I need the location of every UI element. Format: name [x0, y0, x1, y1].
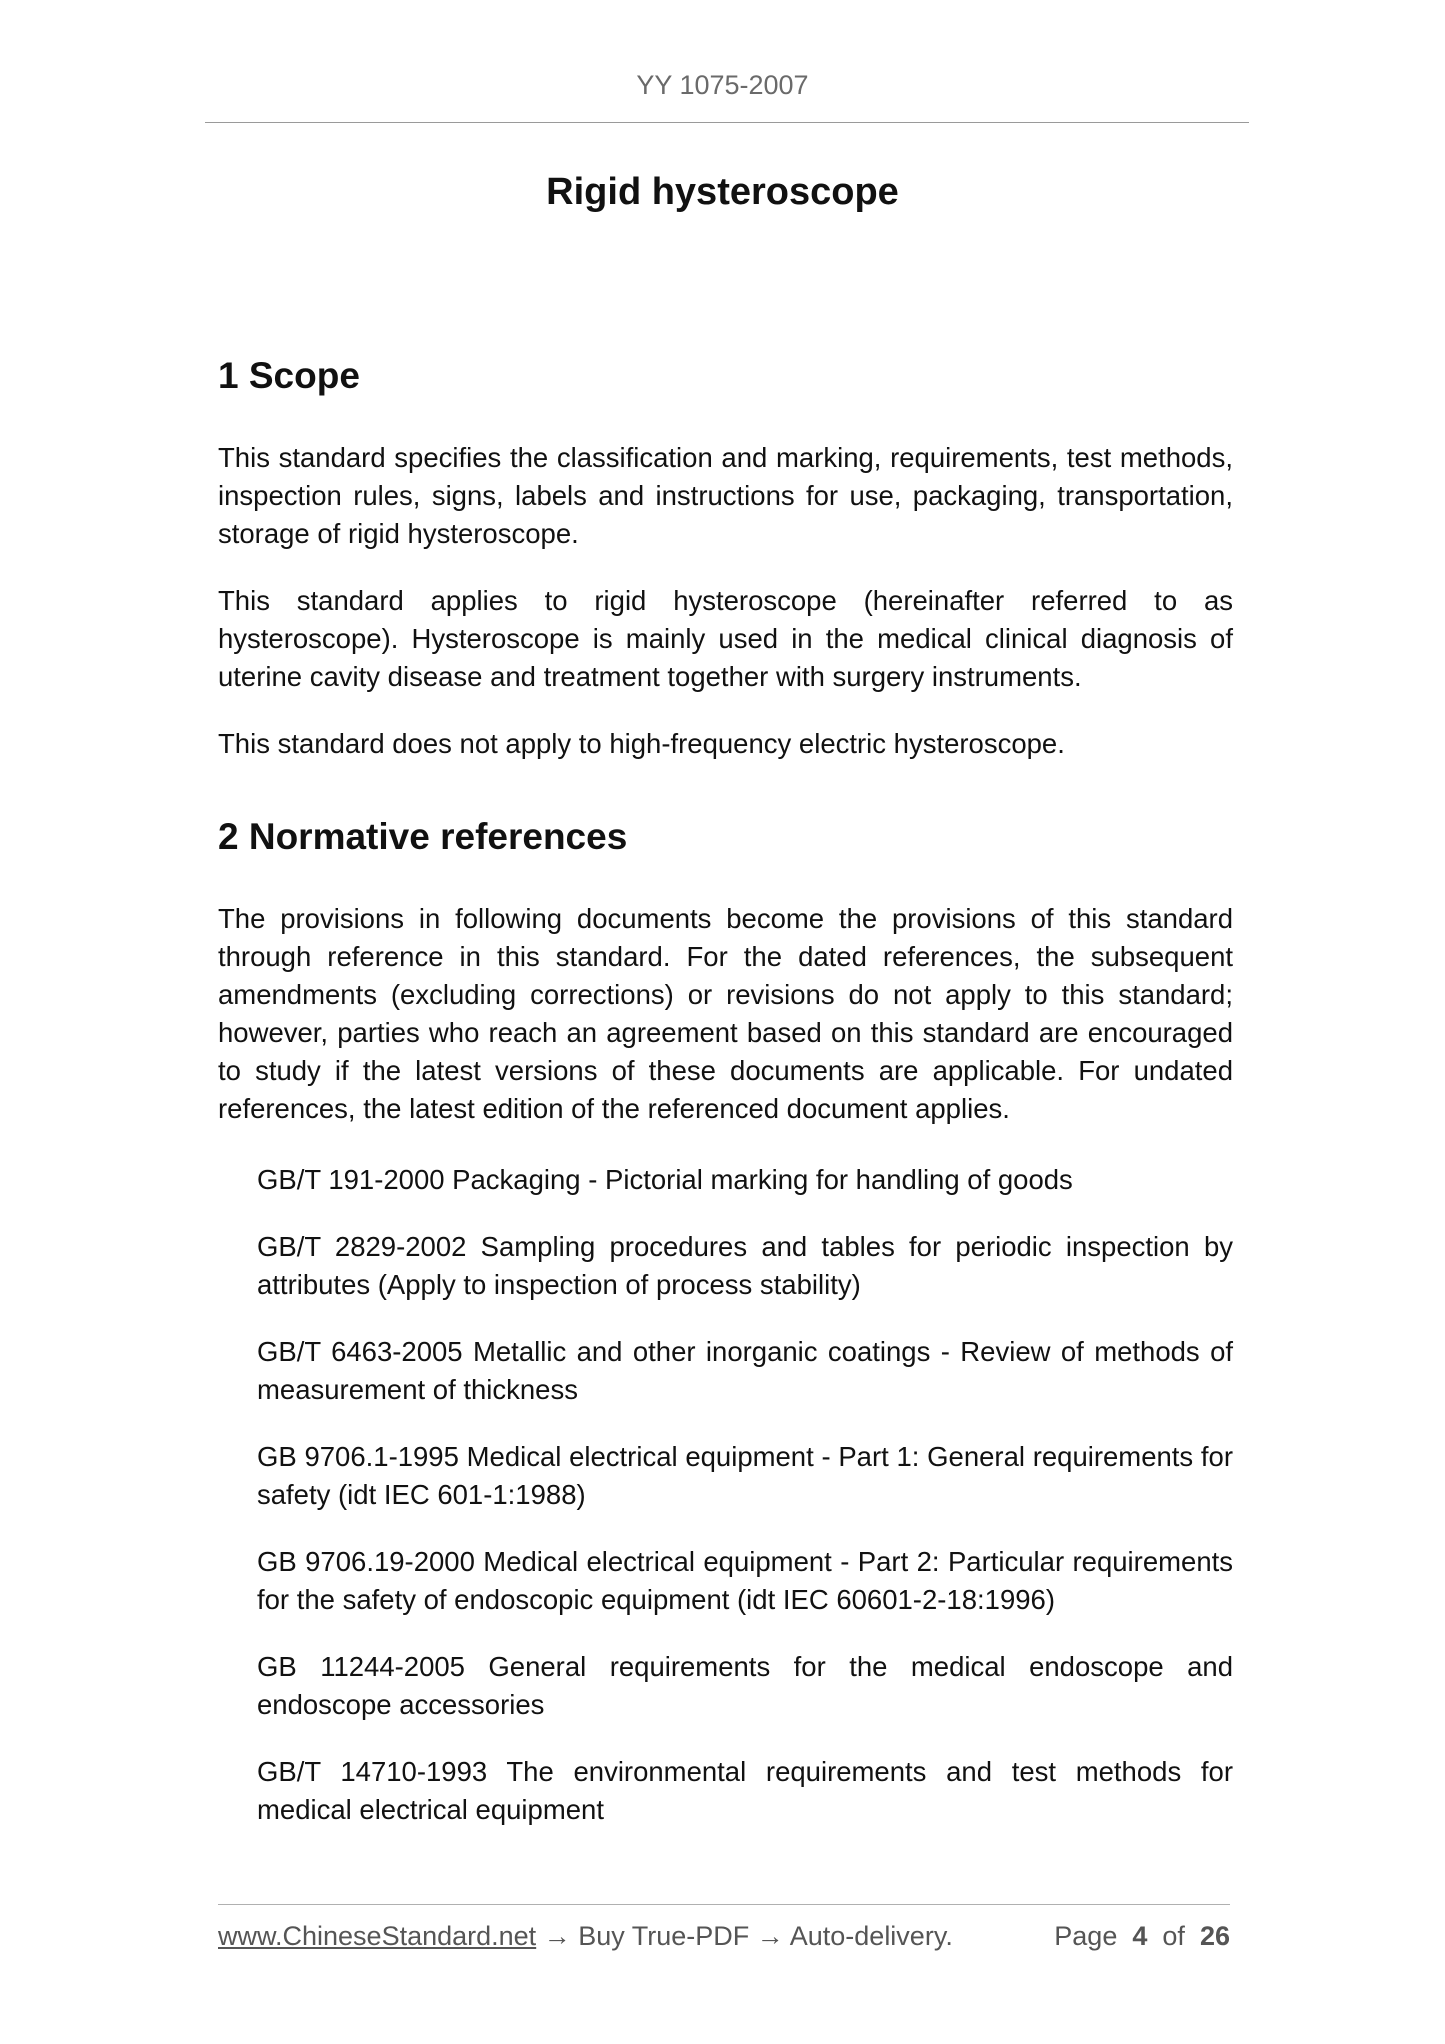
reference-list — [257, 1161, 1233, 1829]
reference-item: GB/T 191-2000 Packaging - Pictorial marking for handling of goods — [257, 1164, 1073, 1195]
scope-paragraph: This standard specifies the classification and marking, requirements, test methods, inspection rules, signs, labels and instructions for use, packaging, transportation, storage of rigid hysteroscope. — [218, 442, 1233, 549]
reference-item: GB/T 2829-2002 Sampling procedures and tables for periodic inspection by attributes (Apply to inspection of process stability) — [257, 1231, 1233, 1300]
reference-item: GB/T 14710-1993 The environmental requirements and test methods for medical electrical equipment — [257, 1756, 1233, 1825]
reference-item: GB 11244-2005 General requirements for the medical endoscope and endoscope accessories — [257, 1651, 1233, 1720]
page-total: 26 — [1199, 1921, 1230, 1951]
scope-paragraph: This standard does not apply to high-frequency electric hysteroscope. — [218, 728, 1065, 759]
section-scope — [218, 352, 1233, 763]
references-intro: The provisions in following documents become the provisions of this standard through reference in this standard. For the dated references, the subsequent amendments (excluding corrections) or revisions do not apply to this standard; however, parties who reach an agreement based on this standard are encouraged to study if the latest versions of these documents are applicable. For undated references, the latest edition of the referenced document applies. — [218, 903, 1233, 1124]
page-label: Page — [1054, 1921, 1118, 1951]
footer-divider — [218, 1904, 1230, 1905]
section-heading-normative-references: 2 Normative references — [218, 816, 628, 857]
document-title: Rigid hysteroscope — [546, 171, 899, 213]
reference-item: GB 9706.1-1995 Medical electrical equipment - Part 1: General requirements for safety (idt IEC 601-1:1988) — [257, 1441, 1233, 1510]
reference-item: GB/T 6463-2005 Metallic and other inorganic coatings - Review of methods of measurement of thickness — [257, 1336, 1233, 1405]
footer-website-link[interactable]: www.ChineseStandard.net — [218, 1921, 537, 1951]
footer-promo-text: → Buy True-PDF → Auto-delivery. — [536, 1921, 953, 1951]
header-divider — [205, 122, 1249, 123]
footer — [218, 1921, 1230, 1952]
page-current: 4 — [1132, 1921, 1148, 1951]
section-heading-scope: 1 Scope — [218, 355, 360, 396]
reference-item: GB 9706.19-2000 Medical electrical equipment - Part 2: Particular requirements for the safety of endoscopic equipment (idt IEC 60601-2-18:1996) — [257, 1546, 1233, 1615]
page-indicator — [1054, 1921, 1230, 1952]
page-of-label: of — [1162, 1921, 1185, 1951]
header-standard-id: YY 1075-2007 — [636, 70, 809, 100]
section-normative-references — [218, 813, 1233, 1128]
scope-paragraph: This standard applies to rigid hysteroscope (hereinafter referred to as hysteroscope). Hysteroscope is mainly used in the medical clinical diagnosis of uterine cavity disease and treatment together with surgery instruments. — [218, 585, 1233, 692]
